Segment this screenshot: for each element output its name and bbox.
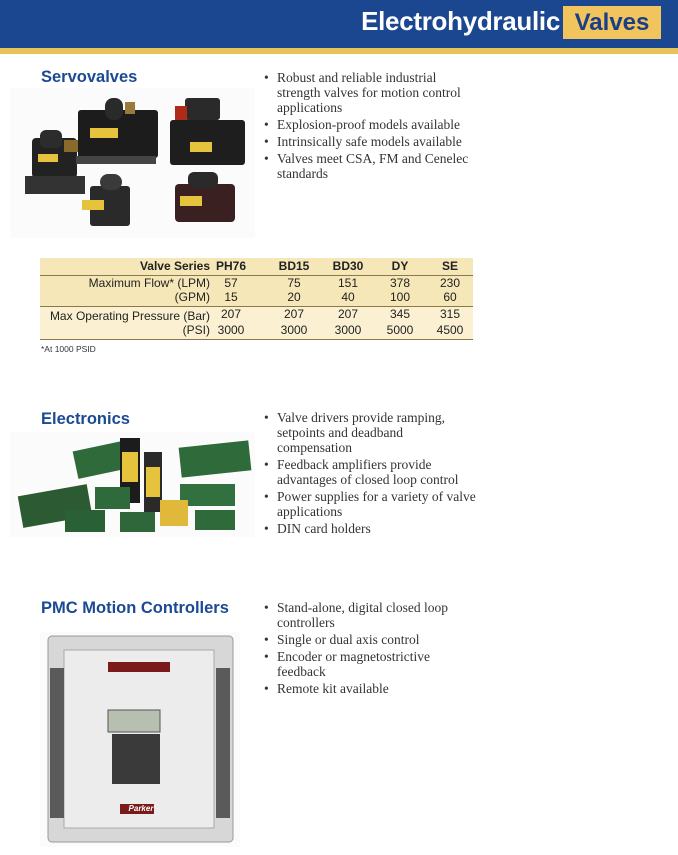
electronics-title: Electronics [41,410,130,428]
electronics-photo [10,432,255,537]
flow-group [40,276,473,306]
servovalves-photo [10,88,255,238]
table-cell: 5000 [386,323,414,337]
controller-brand-label: Parker [128,804,154,813]
electronics-bullets [264,410,479,538]
servovalves-title: Servovalves [41,68,138,86]
servovalves-bullet: • Explosion-proof models available [264,117,479,132]
pmc-bullet: • Remote kit available [264,681,479,696]
row-label: (PSI) [182,323,210,337]
table-cell: 60 [443,290,457,304]
table-cell: 3000 [217,323,245,337]
table-cell: 57 [224,276,238,290]
table-cell: 207 [283,307,305,321]
table-row [40,290,473,306]
table-cell: 378 [389,276,411,290]
electronics-illustration [10,432,255,537]
table-cell: 230 [439,276,461,290]
table-cell: 100 [389,290,411,304]
table-row [40,323,473,339]
column-header: DY [391,259,409,273]
electronics-bullet: • Feedback amplifiers provide advantages of closed loop control [264,457,479,487]
servovalves-bullet: • Robust and reliable industrial strength valves for motion control applications [264,70,479,115]
table-cell: 20 [287,290,301,304]
table-cell: 207 [337,307,359,321]
header-badge: Valves [563,6,661,39]
table-cell: 15 [224,290,238,304]
pmc-controller-photo [40,632,240,847]
servovalves-bullet: • Intrinsically safe models available [264,134,479,149]
servovalves-illustration [10,88,255,238]
servovalves-bullets [264,70,479,183]
table-header-row [40,258,473,275]
pmc-bullets [264,600,479,698]
valve-spec-table [40,258,473,340]
header-title: Electrohydraulic [361,6,560,36]
row-label: (GPM) [174,290,210,304]
electronics-bullet: • DIN card holders [264,521,479,536]
pmc-title: PMC Motion Controllers [41,599,229,617]
header-gold-rule [0,48,678,54]
table-cell: 4500 [436,323,464,337]
table-footnote: *At 1000 PSID [41,344,96,354]
column-header: BD30 [332,259,364,273]
servovalves-bullet: • Valves meet CSA, FM and Cenelec standards [264,151,479,181]
table-header-label: Valve Series [139,259,210,273]
column-header: BD15 [278,259,310,273]
table-cell: 40 [341,290,355,304]
table-cell: 207 [220,307,242,321]
table-cell: 345 [389,307,411,321]
row-label: Maximum Flow* (LPM) [88,276,210,290]
pmc-bullet: • Encoder or magnetostrictive feedback [264,649,479,679]
table-row [40,276,473,290]
pressure-group [40,307,473,339]
table-cell: 75 [287,276,301,290]
electronics-bullet: • Valve drivers provide ramping, setpoints and deadband compensation [264,410,479,455]
column-header: PH76 [215,259,247,273]
table-cell: 151 [337,276,359,290]
pmc-bullet: • Stand-alone, digital closed loop controllers [264,600,479,630]
table-cell: 3000 [334,323,362,337]
electronics-bullet: • Power supplies for a variety of valve applications [264,489,479,519]
table-row [40,307,473,323]
column-header: SE [441,259,458,273]
table-divider [40,339,473,340]
table-cell: 3000 [280,323,308,337]
controller-illustration [40,632,240,847]
table-cell: 315 [439,307,461,321]
row-label: Max Operating Pressure (Bar) [49,309,210,323]
pmc-bullet: • Single or dual axis control [264,632,479,647]
